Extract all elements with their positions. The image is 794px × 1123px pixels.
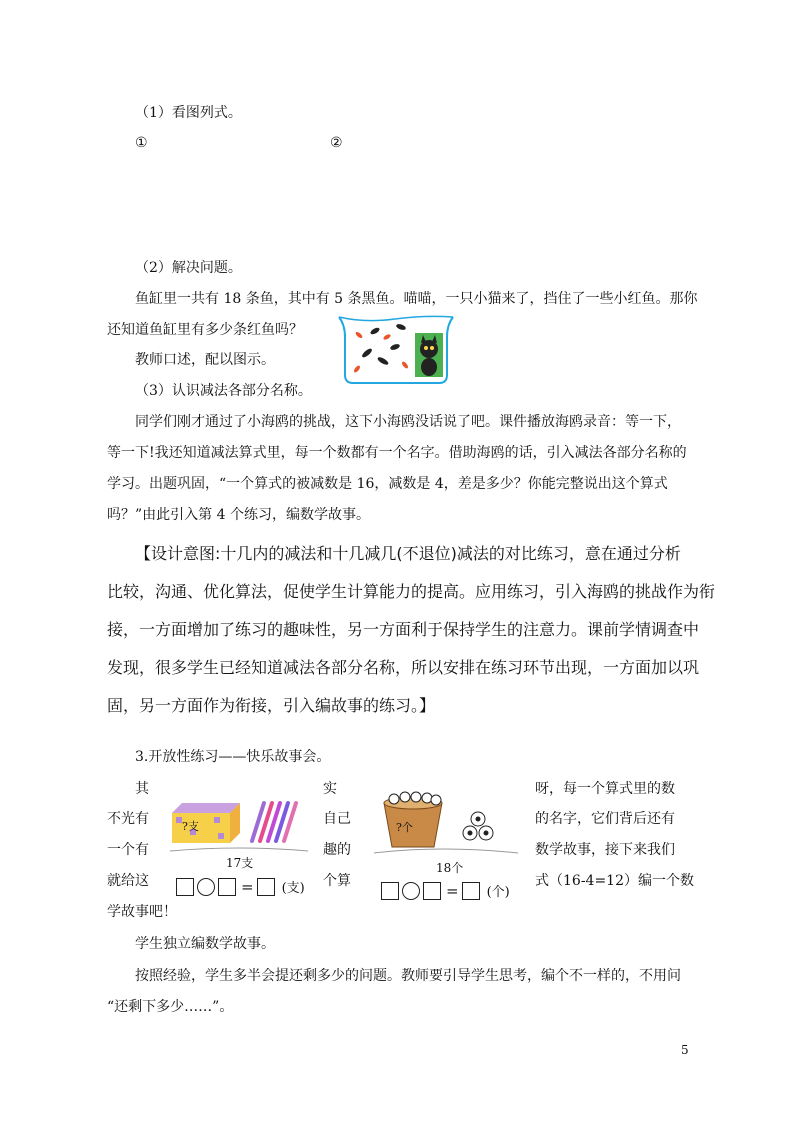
answer-box[interactable] bbox=[176, 878, 194, 896]
section1-heading: （1）看图列式。 bbox=[135, 105, 242, 121]
marker-2: ② bbox=[330, 135, 343, 151]
col3-row3: 数学故事，接下来我们 bbox=[535, 842, 675, 858]
design-line4: 发现，很多学生已经知道减法各部分名称，所以安排在练习环节出现，一方面加以巩 bbox=[107, 658, 700, 677]
section3-line4: 吗？”由此引入第 4 个练习，编数学故事。 bbox=[107, 507, 370, 523]
equation-2: = (个) bbox=[381, 880, 513, 900]
pot-label: ?个 bbox=[396, 821, 413, 834]
page-number: 5 bbox=[681, 1043, 689, 1057]
tail-line3: “还剩下多少……”。 bbox=[107, 999, 234, 1015]
col2-row4: 个算 bbox=[323, 873, 351, 889]
answer-box[interactable] bbox=[423, 882, 441, 900]
ball-pot-figure bbox=[372, 789, 522, 869]
equation-1: = (支) bbox=[176, 876, 308, 896]
design-line2: 比较，沟通、优化算法，促使学生计算能力的提高。应用练习，引入海鸥的挑战作为衔 bbox=[107, 582, 716, 601]
tail-line1: 学生独立编数学故事。 bbox=[135, 936, 275, 952]
section2-line3: 教师口述，配以图示。 bbox=[135, 352, 275, 368]
answer-box[interactable] bbox=[462, 882, 480, 900]
section3-line3: 学习。出题巩固，“一个算式的被减数是 16，减数是 4，差是多少？你能完整说出这个算式 bbox=[107, 476, 668, 492]
col3-row1: 呀，每一个算式里的数 bbox=[535, 781, 675, 797]
marker-1: ① bbox=[135, 135, 148, 151]
fish-tank-illustration bbox=[335, 313, 457, 387]
operator-circle[interactable] bbox=[402, 882, 420, 900]
crayon-total-label: 17支 bbox=[226, 856, 254, 870]
unit-paren: (支) bbox=[281, 881, 305, 896]
col1-row1: 其 bbox=[135, 781, 149, 797]
part3-heading: 3.开放性练习——快乐故事会。 bbox=[135, 749, 331, 765]
part3-last: 学故事吧！ bbox=[107, 904, 177, 920]
section2-line2: 还知道鱼缸里有多少条红鱼吗？ bbox=[107, 322, 303, 338]
crayon-box-label: ?支 bbox=[182, 820, 199, 833]
section2-heading: （2）解决问题。 bbox=[135, 260, 242, 276]
design-line1: 【设计意图:十几内的减法和十几减几(不退位)减法的对比练习，意在通过分析 bbox=[135, 544, 681, 563]
section2-line1: 鱼缸里一共有 18 条鱼，其中有 5 条黑鱼。喵喵，一只小猫来了，挡住了一些小红鱼。那你 bbox=[135, 291, 698, 307]
col3-row2: 的名字，它们背后还有 bbox=[535, 811, 675, 827]
pot-total-label: 18个 bbox=[436, 861, 464, 875]
col3-row4: 式（16-4=12）编一个数 bbox=[535, 873, 694, 889]
col1-row4: 就给这 bbox=[107, 873, 149, 889]
tail-line2: 按照经验，学生多半会提还剩多少的问题。教师要引导学生思考，编个不一样的，不用问 bbox=[135, 968, 681, 984]
design-line3: 接，一方面增加了练习的趣味性，另一方面利于保持学生的注意力。课前学情调查中 bbox=[107, 620, 700, 639]
col1-row3: 一个有 bbox=[107, 842, 149, 858]
answer-box[interactable] bbox=[218, 878, 236, 896]
unit-paren: (个) bbox=[486, 885, 510, 900]
col2-row1: 实 bbox=[323, 781, 337, 797]
section3-line2: 等一下!我还知道减法算式里，每一个数都有一个名字。借助海鸥的话，引入减法各部分名称的 bbox=[107, 445, 687, 461]
answer-box[interactable] bbox=[381, 882, 399, 900]
operator-circle[interactable] bbox=[197, 878, 215, 896]
col2-row3: 趣的 bbox=[323, 842, 351, 858]
answer-box[interactable] bbox=[257, 878, 275, 896]
col2-row2: 自己 bbox=[323, 811, 351, 827]
section3-heading: （3）认识减法各部分名称。 bbox=[135, 383, 312, 399]
col1-row2: 不光有 bbox=[107, 811, 149, 827]
design-line5: 固，另一方面作为衔接，引入编故事的练习。】 bbox=[107, 696, 436, 715]
section3-line1: 同学们刚才通过了小海鸥的挑战，这下小海鸥没话说了吧。课件播放海鸥录音：等一下， bbox=[135, 414, 681, 430]
